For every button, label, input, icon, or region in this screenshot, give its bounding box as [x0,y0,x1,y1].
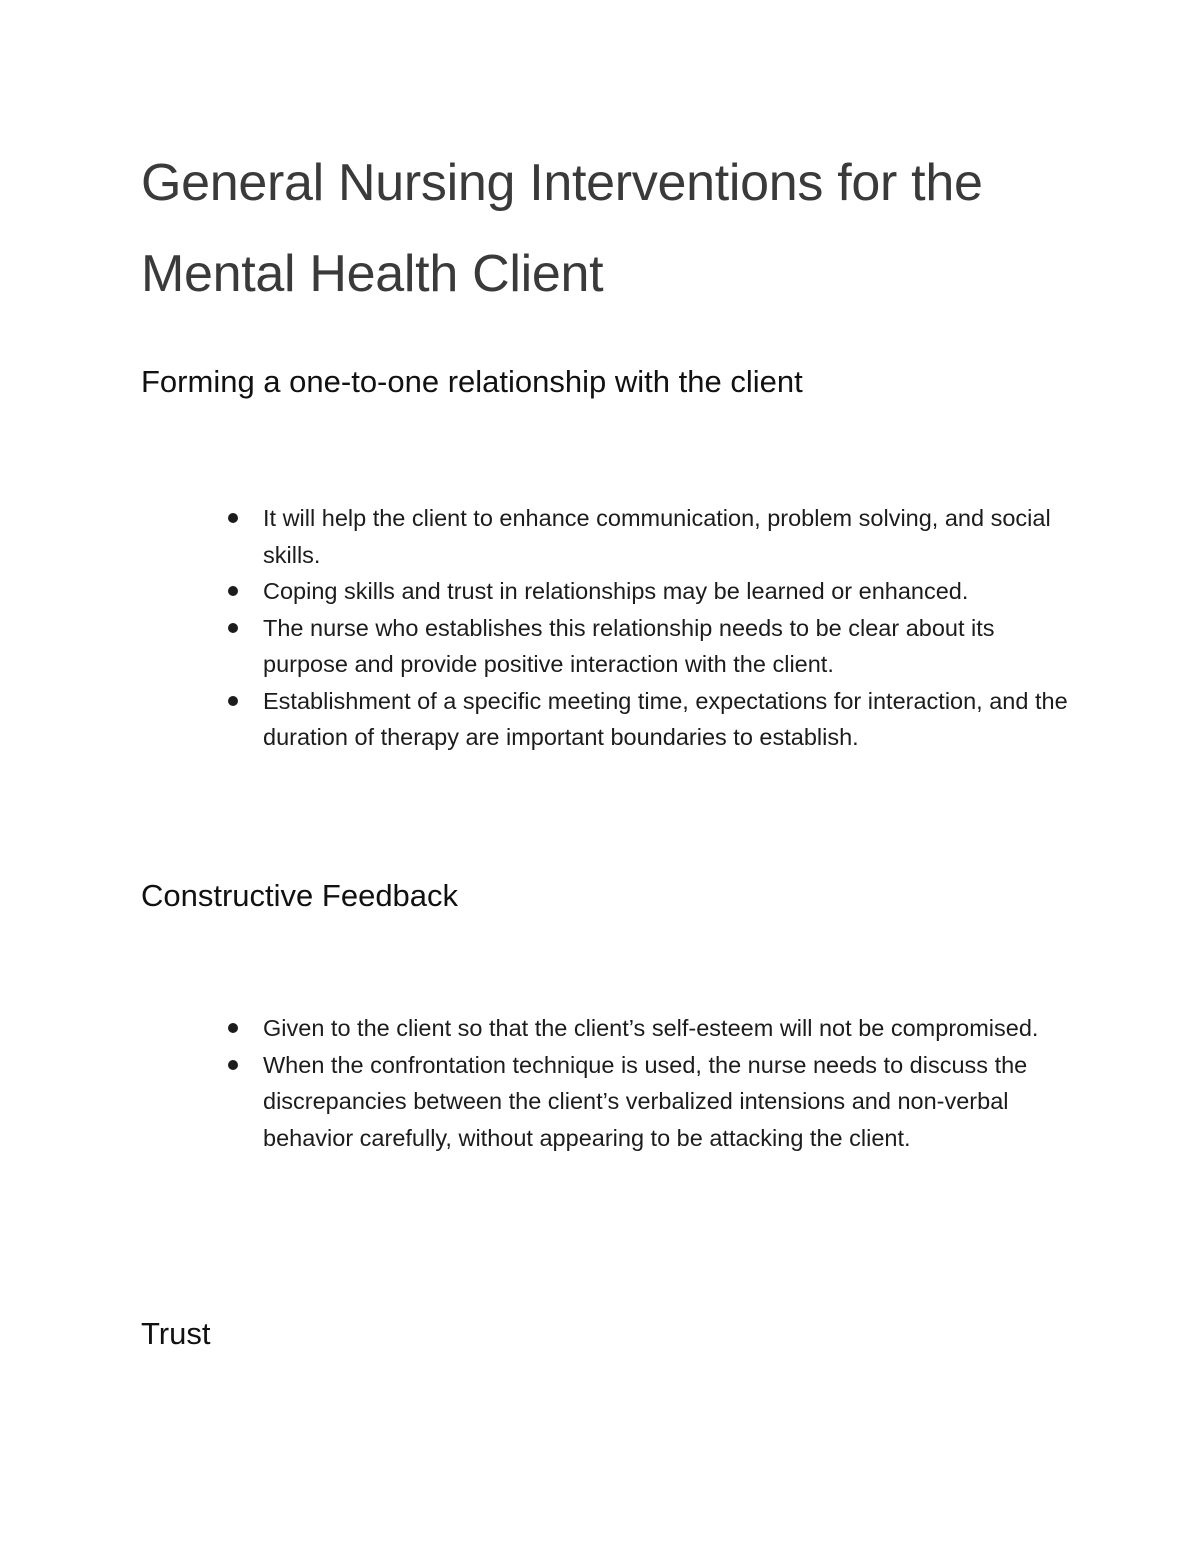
list-item-text: Given to the client so that the client’s self-esteem will not be compromised. [263,1015,1039,1041]
bullet-dot-icon [228,696,238,706]
list-item [228,610,1078,683]
list-item [228,573,1078,610]
bullet-list-forming-relationship [228,500,1078,756]
bullet-dot-icon [228,1023,238,1033]
list-item [228,1010,1078,1047]
list-item [228,683,1078,756]
list-item-text: The nurse who establishes this relationship needs to be clear about its purpose and provide positive interaction with the client. [263,614,995,677]
document-title: General Nursing Interventions for the Mental Health Client [141,154,983,303]
list-item [228,500,1078,573]
section-heading-forming-relationship: Forming a one-to-one relationship with the client [141,364,803,399]
bullet-list-constructive-feedback [228,1010,1078,1156]
section-heading-constructive-feedback: Constructive Feedback [141,878,459,913]
list-item-text: When the confrontation technique is used, the nurse needs to discuss the discrepancies between the client’s verbalized intensions and non-verbal behavior carefully, without appearing to be attacking the client. [263,1051,1028,1151]
bullet-dot-icon [228,513,238,523]
list-item-text: Establishment of a specific meeting time, expectations for interaction, and the duration of therapy are important boundaries to establish. [263,687,1068,750]
list-item-text: Coping skills and trust in relationships may be learned or enhanced. [263,578,969,604]
bullet-dot-icon [228,586,238,596]
section-heading-trust: Trust [141,1316,211,1351]
list-item-text: It will help the client to enhance communication, problem solving, and social skills. [263,505,1051,568]
list-item [228,1047,1078,1157]
bullet-dot-icon [228,623,238,633]
bullet-dot-icon [228,1060,238,1070]
